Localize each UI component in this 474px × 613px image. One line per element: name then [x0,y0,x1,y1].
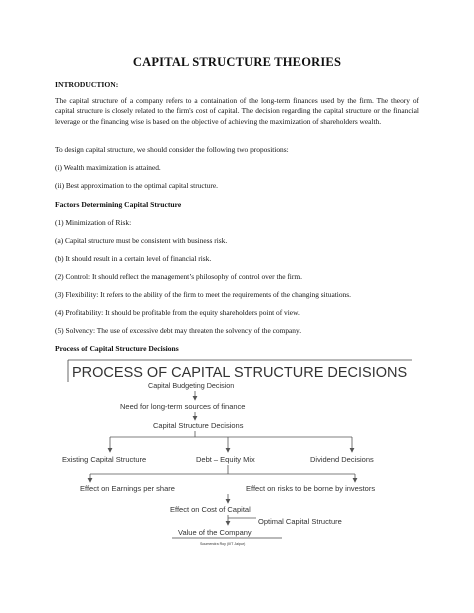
diagram-credit: Soumendra Roy (IIIT Jaipur) [200,542,246,546]
process-heading: Process of Capital Structure Decisions [55,344,179,353]
node-need-finance: Need for long-term sources of finance [120,402,246,411]
node-optimal: Optimal Capital Structure [258,517,342,526]
diagram-title: PROCESS OF CAPITAL STRUCTURE DECISIONS [72,365,408,381]
factors-heading: Factors Determining Capital Structure [55,200,182,209]
introduction-heading: INTRODUCTION: [55,80,119,89]
factor-5: (5) Solvency: The use of excessive debt may threaten the solvency of the company. [55,326,302,335]
node-dividend: Dividend Decisions [310,455,374,464]
factor-4: (4) Profitability: It should be profitable from the equity shareholders point of view. [55,308,300,317]
node-risk: Effect on risks to be borne by investors [246,484,376,493]
node-cost-of-capital: Effect on Cost of Capital [170,505,251,514]
proposition-1: (i) Wealth maximization is attained. [55,163,161,172]
node-debt-equity: Debt – Equity Mix [196,455,255,464]
node-existing-cs: Existing Capital Structure [62,455,147,464]
proposition-2: (ii) Best approximation to the optimal capital structure. [55,181,218,190]
node-cs-decisions: Capital Structure Decisions [153,421,244,430]
node-eps: Effect on Earnings per share [80,484,175,493]
page-title: CAPITAL STRUCTURE THEORIES [132,55,342,69]
factor-3: (3) Flexibility: It refers to the ability of the firm to meet the requirements of the changing situations. [55,290,351,299]
factor-2: (2) Control: It should reflect the management’s philosophy of control over the firm. [55,272,302,281]
factor-1a: (a) Capital structure must be consistent with business risk. [55,236,228,245]
factor-1b: (b) It should result in a certain level of financial risk. [55,254,212,263]
factor-1: (1) Minimization of Risk: [55,218,132,227]
node-value: Value of the Company [178,528,252,537]
intro-paragraph: The capital structure of a company refers to a containation of the long-term finances used by the firm. The theory of capital structure is closely related to the firm's cost of capital. The decision regarding the capital structure or the financial leverage or the financing wise is based on the objective of achieving the maximization of shareholders wealth. [55,96,419,126]
process-diagram [60,358,420,556]
propositions-intro: To design capital structure, we should consider the following two propositions: [55,145,289,154]
node-capital-budgeting: Capital Budgeting Decision [148,381,235,390]
